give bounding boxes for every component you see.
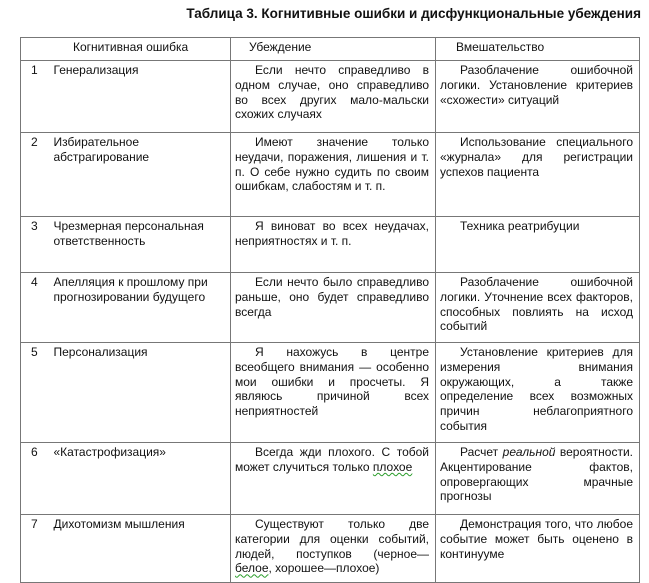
row-belief: Имеют значение только неудачи, поражения, лишения и т. п. О себе нужно судить по своим ошибкам, слабостям и т. п.	[231, 133, 436, 217]
row-belief: Я нахожусь в центре всеобщего внимания — особенно мои ошибки и просчеты. Я являюсь причиной всех неприятностей	[231, 343, 436, 443]
row-error: «Катастрофизация»	[54, 443, 231, 515]
row-error: Избирательное абстрагирование	[54, 133, 231, 217]
intervention-text-rest: вероятности. Акцентирование фактов, опровергающих мрачные прогнозы	[440, 445, 633, 504]
row-error: Апелляция к прошлому при прогнозировании будущего	[54, 273, 231, 343]
row-error: Персонализация	[54, 343, 231, 443]
table-row	[21, 61, 640, 133]
row-belief: Если нечто было справедливо раньше, оно будет справедливо всегда	[231, 273, 436, 343]
row-intervention: Демонстрация того, что любое событие может быть оценено в континууме	[436, 515, 640, 583]
row-belief	[231, 443, 436, 515]
row-intervention: Разоблачение ошибочной логики. Установление критериев «схожести» ситуаций	[436, 61, 640, 133]
row-intervention: Разоблачение ошибочной логики. Уточнение всех факторов, способных повлиять на исход событий	[436, 273, 640, 343]
table-row	[21, 343, 640, 443]
row-error: Дихотомизм мышления	[54, 515, 231, 583]
table-row	[21, 217, 640, 273]
row-number: 4	[21, 273, 54, 343]
row-error: Чрезмерная персональная ответственность	[54, 217, 231, 273]
belief-text: Всегда жди плохого. С тобой может случиться только	[235, 445, 429, 474]
row-intervention	[436, 443, 640, 515]
intervention-emphasis: реальной	[502, 445, 556, 459]
belief-text-rest: , хорошее—плохое)	[268, 561, 380, 576]
row-belief	[231, 515, 436, 583]
row-number: 2	[21, 133, 54, 217]
row-number: 6	[21, 443, 54, 515]
spellcheck-marked-word: белое	[235, 561, 269, 576]
header-belief: Убеждение	[231, 38, 436, 61]
table-row	[21, 273, 640, 343]
table-row	[21, 443, 640, 515]
table-row	[21, 133, 640, 217]
spellcheck-marked-word: плохое	[372, 459, 413, 474]
row-intervention: Техника реатрибуции	[436, 217, 640, 273]
row-number: 7	[21, 515, 54, 583]
row-intervention: Использование специального «журнала» для регистрации успехов пациента	[436, 133, 640, 217]
row-belief: Если нечто справедливо в одном случае, оно справедливо во всех других мало-мальски схожих случаях	[231, 61, 436, 133]
cognitive-errors-table	[20, 37, 640, 583]
row-intervention: Установление критериев для измерения внимания окружающих, а также определение всех возможных причин неблагоприятного события	[436, 343, 640, 443]
row-number: 3	[21, 217, 54, 273]
header-row	[21, 38, 640, 61]
row-number: 1	[21, 61, 54, 133]
row-error: Генерализация	[54, 61, 231, 133]
table-title: Таблица 3. Когнитивные ошибки и дисфункциональные убеждения	[186, 6, 641, 21]
table-row	[21, 515, 640, 583]
belief-text: Существуют только две категории для оценки событий, людей, поступков (черное—	[235, 517, 429, 561]
row-number: 5	[21, 343, 54, 443]
row-belief: Я виноват во всех неудачах, неприятностях и т. п.	[231, 217, 436, 273]
header-intervention: Вмешательство	[436, 38, 640, 61]
header-error: Когнитивная ошибка	[21, 38, 231, 61]
intervention-text: Расчет	[460, 445, 503, 459]
